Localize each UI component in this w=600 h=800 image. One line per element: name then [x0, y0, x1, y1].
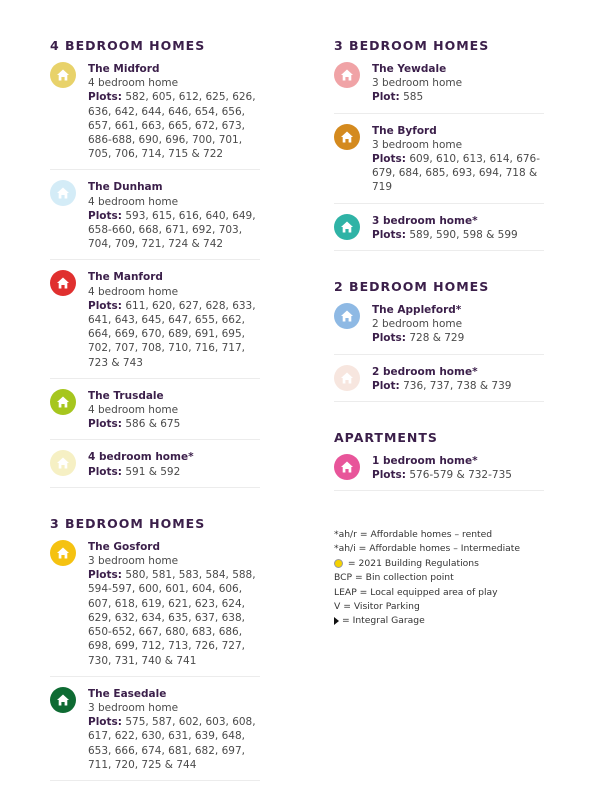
list-item-2-bedroom-home — [334, 365, 544, 402]
home-type: 4 bedroom home — [88, 404, 179, 417]
yellow-dot-icon — [334, 559, 343, 568]
section-4-bedroom-homes — [50, 38, 260, 488]
home-name: 1 bedroom home* — [372, 455, 478, 468]
home-name: The Easedale — [88, 687, 167, 700]
legend-item-building-regs: = 2021 Building Regulations — [334, 557, 520, 571]
section-heading: 2 BEDROOM HOMES — [334, 279, 490, 295]
home-type: 3 bedroom home — [88, 555, 179, 568]
list-item-3-bedroom-home — [334, 214, 544, 251]
list-item-midford — [50, 62, 260, 170]
home-name: The Manford — [88, 271, 163, 284]
list-item-4-bedroom-home — [50, 450, 260, 487]
house-icon — [50, 180, 76, 206]
legend-item-garage: = Integral Garage — [334, 614, 520, 628]
section-heading: 3 BEDROOM HOMES — [334, 38, 490, 53]
legend-item: LEAP = Local equipped area of play — [334, 586, 498, 598]
list-item-manford — [50, 270, 260, 378]
section-heading: APARTMENTS — [334, 430, 438, 446]
legend — [334, 528, 520, 629]
plots-text: Plots: 591 & 592 — [88, 465, 181, 478]
list-item-gosford — [50, 540, 260, 677]
plots-text: Plots: 580, 581, 583, 584, 588, 594-597, 600, 601, 604, 606, 607, 618, 619, 621, 623, 624, 629, 632, 634, 635, 637, 638, 650-652, 667, 680, 683, 686, 698, 699, 712, 713, 726, 727, 730, 731, 740 & 741 — [88, 569, 256, 667]
house-icon — [334, 124, 360, 150]
section-heading: 4 BEDROOM HOMES — [50, 38, 206, 53]
plots-text: Plots: 593, 615, 616, 640, 649, 658-660, 668, 671, 692, 703, 704, 709, 721, 724 & 742 — [88, 209, 256, 251]
section-2-bedroom-homes — [334, 279, 544, 402]
list-item-byford — [334, 124, 544, 204]
house-icon — [50, 62, 76, 88]
plots-text: Plots: 611, 620, 627, 628, 633, 641, 643, 645, 647, 655, 662, 664, 669, 670, 689, 691, 695, 702, 707, 708, 710, 716, 717, 723 & 743 — [88, 299, 256, 369]
list-item-easedale — [50, 687, 260, 781]
plots-text: Plots: 728 & 729 — [372, 332, 465, 345]
section-3-bedroom-homes-left — [50, 516, 260, 781]
legend-item: V = Visitor Parking — [334, 601, 420, 613]
house-icon — [50, 450, 76, 476]
home-type: 4 bedroom home — [88, 285, 179, 298]
house-icon — [50, 540, 76, 566]
house-icon — [334, 454, 360, 480]
plots-text: Plots: 589, 590, 598 & 599 — [372, 228, 518, 241]
home-name: The Dunham — [88, 181, 163, 194]
plots-text: Plots: 586 & 675 — [88, 418, 181, 431]
plots-text: Plots: 576-579 & 732-735 — [372, 469, 512, 482]
house-icon — [334, 303, 360, 329]
home-name: 2 bedroom home* — [372, 365, 478, 378]
list-item-1-bedroom-home — [334, 454, 544, 491]
home-name: 4 bedroom home* — [88, 451, 194, 464]
home-type: 3 bedroom home — [372, 138, 463, 151]
home-type: 2 bedroom home — [372, 318, 463, 331]
home-name: The Byford — [372, 124, 437, 137]
home-name: 3 bedroom home* — [372, 214, 478, 227]
plots-text: Plots: 575, 587, 602, 603, 608, 617, 622, 630, 631, 639, 648, 653, 666, 674, 681, 682, 697, 711, 720, 725 & 744 — [88, 716, 256, 771]
legend-item: *ah/r = Affordable homes – rented — [334, 529, 493, 540]
home-name: The Trusdale — [88, 389, 164, 402]
house-icon — [334, 214, 360, 240]
list-item-dunham — [50, 180, 260, 260]
home-type: 3 bedroom home — [88, 701, 179, 714]
legend-item: *ah/i = Affordable homes – Intermediate — [334, 543, 521, 555]
plots-text: Plots: 609, 610, 613, 614, 676-679, 684, 685, 693, 694, 718 & 719 — [372, 153, 541, 194]
home-name: The Gosford — [88, 540, 160, 553]
right-column — [334, 38, 544, 501]
triangle-icon — [334, 617, 339, 625]
list-item-yewdale — [334, 62, 544, 114]
house-icon — [334, 62, 360, 88]
house-icon — [50, 270, 76, 296]
section-heading: 3 BEDROOM HOMES — [50, 515, 206, 531]
home-name: The Yewdale — [372, 63, 447, 75]
list-item-trusdale — [50, 389, 260, 441]
plots-text: Plots: 582, 605, 612, 625, 626, 636, 642, 644, 646, 654, 656, 657, 661, 663, 665, 672, 673, 686-688, 690, 696, 700, 701, 705, 706, 714, 715 & 722 — [88, 91, 256, 161]
house-icon — [50, 687, 76, 713]
house-icon — [334, 365, 360, 391]
home-name: The Midford — [88, 63, 160, 75]
home-type: 3 bedroom home — [372, 77, 463, 90]
section-3-bedroom-homes-right — [334, 38, 544, 251]
left-column — [50, 38, 260, 791]
plots-text: Plot: 585 — [372, 91, 424, 104]
legend-item: BCP = Bin collection point — [334, 572, 454, 584]
plots-text: Plot: 736, 737, 738 & 739 — [372, 379, 512, 392]
house-icon — [50, 389, 76, 415]
home-type: 4 bedroom home — [88, 195, 179, 208]
home-type: 4 bedroom home — [88, 77, 179, 90]
list-item-appleford — [334, 303, 544, 355]
home-name: The Appleford* — [372, 304, 462, 317]
section-apartments — [334, 430, 544, 491]
